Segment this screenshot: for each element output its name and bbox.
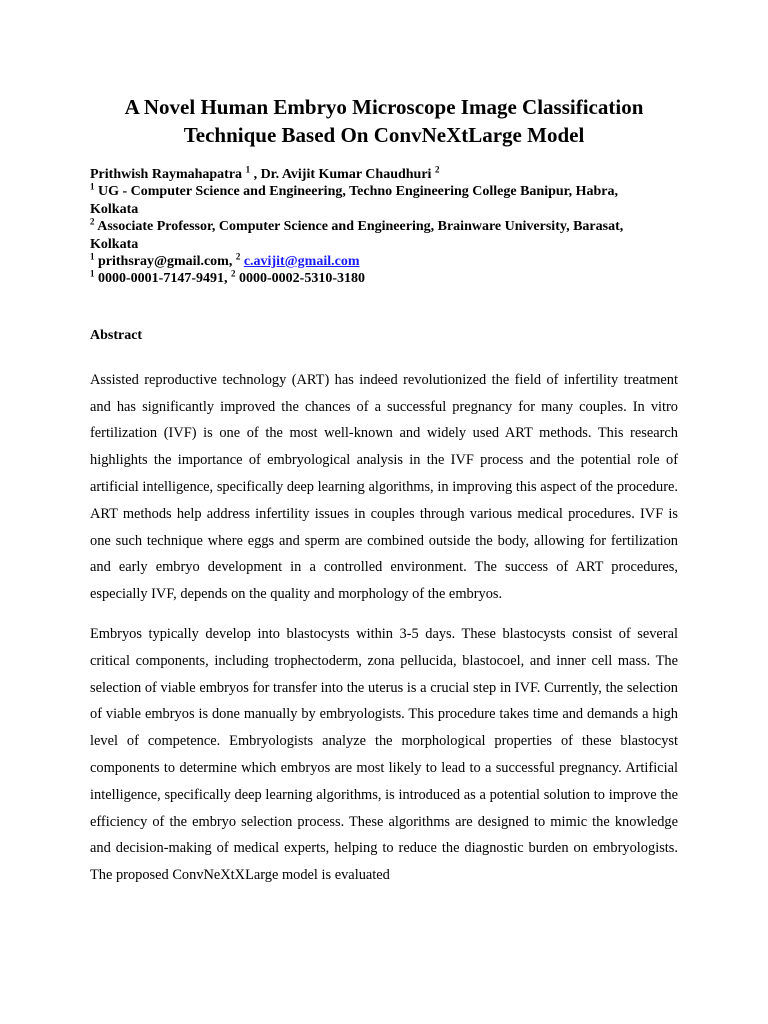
email-1: prithsray@gmail.com, — [98, 254, 233, 270]
orcid-line — [90, 270, 678, 287]
email-line — [90, 253, 678, 270]
affiliation-1-line-1: UG - Computer Science and Engineering, Techno Engineering College Banipur, Habra, — [98, 184, 618, 200]
email-2-superscript: 2 — [235, 251, 241, 262]
affiliation-1-superscript: 1 — [90, 181, 95, 192]
author-line — [90, 166, 678, 183]
abstract-heading: Abstract — [90, 327, 143, 343]
orcid-2-superscript: 2 — [231, 268, 236, 279]
author-block — [90, 166, 678, 288]
paper-title — [90, 0, 678, 149]
title-line-1: A Novel Human Embryo Microscope Image Classification — [124, 95, 644, 119]
orcid-1: 0000-0001-7147-9491, — [98, 271, 228, 287]
affiliation-1-city: Kolkata — [90, 201, 139, 217]
orcid-1-superscript: 1 — [90, 268, 95, 279]
affiliation-1 — [90, 183, 678, 200]
author-separator: , — [250, 167, 261, 182]
abstract-paragraph-1: Assisted reproductive technology (ART) has indeed revolutionized the field of infertility treatment and has significantly improved the chances of a successful pregnancy for many couples. In vitro fertilization (IVF) is one of the most well-known and widely used ART methods. This research highlights the importance of embryological analysis in the IVF process and the potential role of artificial intelligence, specifically deep learning algorithms, in improving this aspect of the procedure. ART methods help address infertility issues in couples through various medical procedures. IVF is one such technique where eggs and sperm are combined outside the body, allowing for fertilization and early embryo development in a controlled environment. The success of ART procedures, especially IVF, depends on the quality and morphology of the embryos. — [90, 371, 678, 603]
author-1-superscript: 1 — [245, 164, 251, 175]
email-1-superscript: 1 — [90, 251, 95, 262]
author-name-1: Prithwish Raymahapatra — [90, 167, 243, 182]
affiliation-2-city: Kolkata — [90, 236, 139, 252]
author-name-2: Dr. Avijit Kumar Chaudhuri — [260, 167, 432, 182]
orcid-2: 0000-0002-5310-3180 — [239, 271, 365, 287]
email-2-link[interactable]: c.avijit@gmail.com — [243, 254, 360, 270]
affiliation-2-superscript: 2 — [90, 216, 95, 227]
author-2-superscript: 2 — [434, 164, 440, 175]
affiliation-2-line-1: Associate Professor, Computer Science and Engineering, Brainware University, Barasat, — [97, 219, 624, 235]
affiliation-2 — [90, 218, 678, 235]
abstract-paragraph-2: Embryos typically develop into blastocysts within 3-5 days. These blastocysts consist of several critical components, including trophectoderm, zona pellucida, blastocoel, and inner cell mass. The selection of viable embryos for transfer into the uterus is a crucial step in IVF. Currently, the selection of viable embryos is done manually by embryologists. This procedure takes time and demands a high level of competence. Embryologists analyze the morphological properties of these blastocyst components to determine which embryos are most likely to lead to a successful pregnancy. Artificial intelligence, specifically deep learning algorithms, is introduced as a potential solution to improve the efficiency of the embryo selection process. These algorithms are designed to mimic the knowledge and decision-making of medical experts, helping to reduce the diagnostic burden on embryologists. The proposed ConvNeXtXLarge model is evaluated — [90, 626, 678, 884]
title-line-2: Technique Based On ConvNeXtLarge Model — [183, 123, 585, 147]
